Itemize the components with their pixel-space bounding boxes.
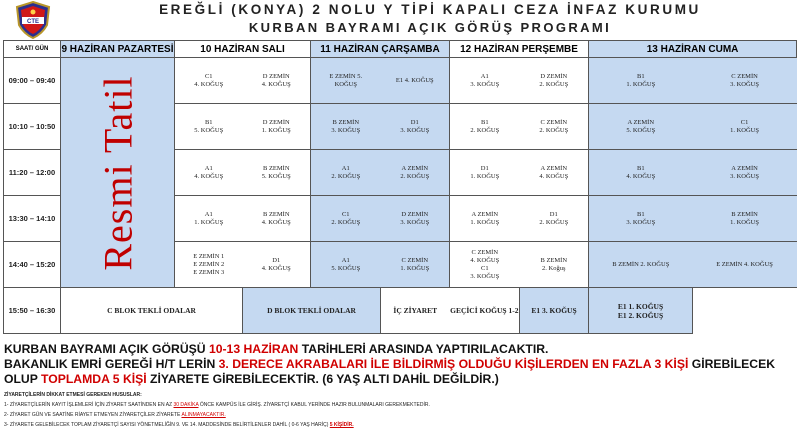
announcement-line [4,372,796,387]
corner-cell: SAAT/ GÜN [4,41,61,58]
cell-line: C1 [204,72,213,80]
cell-line: E1 2. KOĞUŞ [617,310,664,320]
header-row [4,41,797,58]
day-header: 11 HAZİRAN ÇARŞAMBA [311,41,450,58]
announcement-line [4,357,796,372]
holiday-label: Resmi Tatil [95,74,140,271]
cell-line: C1 [341,210,350,218]
cell-line: 4. KOĞUŞ [194,172,224,180]
schedule-cell [450,196,520,242]
note-text: ZİYARETE GİREBİLECEKTİR. (6 YAŞ ALTI DAHİL DEĞİLDİR.) [146,372,499,386]
schedule-cell [311,104,381,150]
schedule-cell [450,58,520,104]
cell-line: D ZEMİN [540,72,568,80]
cell-line: 1. KOĞUŞ [730,218,759,226]
cell-line: 2. KOĞUŞ [331,172,361,180]
cell-line: 5. KOĞUŞ [331,264,361,272]
schedule-cell [243,242,311,288]
cell-line: B1 [636,164,645,172]
cell-line: KOĞUŞ [334,80,357,88]
schedule-cell: D BLOK TEKLİ ODALAR [243,288,381,334]
cell-line: A1 [204,164,213,172]
cell-line: 4. KOĞUŞ [261,264,291,272]
schedule-cell [381,242,450,288]
schedule-cell [175,242,243,288]
cell-line: 3. KOĞUŞ [730,80,759,88]
rule-highlight: 30 DAKİKA [173,402,199,408]
note-text: KURBAN BAYRAMI AÇIK GÖRÜŞÜ [4,342,209,356]
cell-line: B1 [204,118,213,126]
note-text: TARİHLERİ ARASINDA YAPTIRILACAKTIR. [298,342,549,356]
cell-line: E ZEMİN 4. KOĞUŞ [716,260,773,268]
page-subtitle: KURBAN BAYRAMI AÇIK GÖRÜŞ PROGRAMI [248,20,612,35]
schedule-cell [520,242,589,288]
schedule-cell: GEÇİCİ KOĞUŞ 1-2 [450,288,520,334]
schedule-cell [381,104,450,150]
time-slot: 15:50 – 16:30 [4,288,61,334]
cell-line: A1 [204,210,213,218]
cell-line: 2. KOĞUŞ [539,218,569,226]
schedule-cell [450,150,520,196]
cell-line: D1 [410,118,419,126]
schedule-cell [589,58,693,104]
cell-line: A1 [480,72,489,80]
time-slot: 10:10 – 10:50 [4,104,61,150]
schedule-cell [450,242,520,288]
schedule-cell [520,58,589,104]
table-row [4,58,797,104]
cell-line: 3. KOĞUŞ [400,126,430,134]
schedule-cell [311,58,381,104]
cell-line: B ZEMİN [262,164,290,172]
cell-line: 1. KOĞUŞ [194,218,224,226]
cell-line: D ZEMİN [262,72,290,80]
cell-line: 3. KOĞUŞ [626,218,656,226]
schedule-cell [175,104,243,150]
day-header: 12 HAZİRAN PERŞEMBE [450,41,589,58]
rule-highlight: 5 KİŞİDİR. [329,422,354,428]
schedule-cell [381,58,450,104]
schedule-cell [175,150,243,196]
cell-line: B ZEMİN [731,210,758,218]
cell-line: 4. KOĞUŞ [261,80,291,88]
cell-line: 3. KOĞUŞ [331,126,361,134]
cell-line: A ZEMİN [471,210,499,218]
schedule-cell [311,150,381,196]
schedule-cell [693,104,797,150]
schedule-cell [589,288,693,334]
rule-text: 3- ZİYARETE GELEBİLECEK TOPLAM ZİYARETÇİ SAYISI YÖNETMELİĞİN 9. VE 14. MADDESİNDE BELİRTİLENLER DAHİL ( 0-6 YAŞ HARİÇ) [4,422,330,428]
cell-line: B1 [480,118,489,126]
schedule-cell [175,196,243,242]
cell-line: B ZEMİN [540,256,568,264]
cell-line: 2. KOĞUŞ [539,80,569,88]
schedule-cell [520,196,589,242]
cell-line: 2. Koğuş [542,264,566,272]
schedule-cell [311,196,381,242]
cell-line: 3. KOĞUŞ [730,172,759,180]
page-title: EREĞLİ (KONYA) 2 NOLU Y TİPİ KAPALI CEZA İNFAZ KURUMU [159,2,701,17]
schedule-cell [693,58,797,104]
cell-line: 4. KOĞUŞ [470,256,500,264]
cell-line: A ZEMİN [540,164,568,172]
time-slot: 09:00 – 09:40 [4,58,61,104]
schedule-cell: C BLOK TEKLİ ODALAR [61,288,243,334]
cell-line: B1 [636,72,645,80]
cell-line: B ZEMİN [262,210,290,218]
table-row [4,288,797,334]
cell-line: A1 [341,164,350,172]
institution-emblem-icon [14,1,52,39]
rules-heading-text: ZİYARETÇİLERİN DİKKAT ETMESİ GEREKEN HUSUSLAR: [4,392,142,398]
schedule-cell [381,196,450,242]
announcement [4,342,796,387]
cell-line: C1 [740,118,749,126]
day-header: 13 HAZİRAN CUMA [589,41,797,58]
note-highlight: TOPLAMDA 5 KİŞİ [41,372,147,386]
cell-line: 3. KOĞUŞ [470,272,500,280]
time-slot: 14:40 – 15:20 [4,242,61,288]
cell-line: 1. KOĞUŞ [470,218,500,226]
schedule-cell [520,150,589,196]
rule-1 [4,402,796,409]
cell-line: C1 [480,264,489,272]
schedule-cell: İÇ ZİYARET [381,288,450,334]
cell-line: 2. KOĞUŞ [331,218,361,226]
cell-line: C ZEMİN [540,118,568,126]
cell-line: E1 1. KOĞUŞ [617,301,664,311]
cell-line: 4. KOĞUŞ [261,218,291,226]
time-slot: 13:30 – 14:10 [4,196,61,242]
cell-line: E ZEMİN 3 [193,268,225,276]
cell-line: B ZEMİN 2. KOĞUŞ [612,260,670,268]
cell-line: A ZEMİN [401,164,429,172]
schedule-cell [589,196,693,242]
cell-line: 3. KOĞUŞ [470,80,500,88]
cell-line: 2. KOĞUŞ [400,172,430,180]
cell-line: A1 [341,256,350,264]
announcement-line [4,342,796,357]
cell-line: D1 [272,256,281,264]
note-text: BAKANLIK EMRİ GEREĞİ H/T LERİN [4,357,219,371]
visit-schedule-table [3,40,797,334]
time-slot: 11:20 – 12:00 [4,150,61,196]
schedule-cell [243,196,311,242]
schedule-cell [693,242,797,288]
cell-line: C ZEMİN [401,256,429,264]
cell-line: A ZEMİN [627,118,655,126]
day-header: 10 HAZİRAN SALI [175,41,311,58]
cell-line: 1. KOĞUŞ [470,172,500,180]
cell-line: 1. KOĞUŞ [730,126,759,134]
schedule-cell [589,242,693,288]
schedule-cell [589,150,693,196]
note-text: GİREBİLECEK [688,357,776,371]
rule-highlight: ALINMAYACAKTIR. [181,412,226,418]
note-highlight: 3. DERECE AKRABALARI İLE BİLDİRMİŞ OLDUĞU KİŞİLERDEN EN FAZLA 3 KİŞİ [218,357,689,371]
cell-line: C ZEMİN [731,72,758,80]
cell-line: 4. KOĞUŞ [539,172,569,180]
rules-heading [4,392,796,399]
cell-line: E ZEMİN 1 [193,252,225,260]
note-highlight: 10-13 HAZİRAN [208,342,299,356]
rule-2 [4,412,796,419]
cell-line: 4. KOĞUŞ [626,172,656,180]
rule-text: 1- ZİYARETÇİLERİN KAYIT İŞLEMLERİ İÇİN ZİYARET SAATİNDEN EN AZ [4,402,174,408]
cell-line: B ZEMİN [332,118,360,126]
rule-3 [4,422,796,429]
schedule-cell [243,104,311,150]
cell-line: E ZEMİN 5. [329,72,363,80]
rule-text: ÖNCE KAMPÜS İLE GİRİŞ. ZİYARETÇİ KABUL YERİNDE HAZIR BULUNMALARI GEREKMEKTEDİR. [198,402,430,408]
cell-line: 5. KOĞUŞ [626,126,656,134]
logo-text: CTE [27,19,39,25]
schedule-cell [243,150,311,196]
rule-text: 2- ZİYARET GÜN VE SAATİNE RİAYET ETMEYEN ZİYARETÇİLER ZİYARETE [4,412,182,418]
cell-line: E1 4. KOĞUŞ [395,76,434,84]
cell-line: D ZEMİN [262,118,290,126]
schedule-cell [693,196,797,242]
cell-line: D ZEMİN [401,210,429,218]
holiday-cell [61,58,175,288]
cell-line: A ZEMİN [731,164,758,172]
schedule-cell [520,104,589,150]
cell-line: E ZEMİN 2 [193,260,225,268]
note-text: OLUP [4,372,42,386]
cell-line: D1 [480,164,489,172]
schedule-cell [450,104,520,150]
header [0,0,800,40]
cell-line: 2. KOĞUŞ [470,126,500,134]
cell-line: C ZEMİN [471,248,499,256]
cell-line: 1. KOĞUŞ [626,80,656,88]
schedule-cell: E1 3. KOĞUŞ [520,288,589,334]
schedule-cell [589,104,693,150]
cell-line: B1 [636,210,645,218]
schedule-cell [175,58,243,104]
cell-line: 2. KOĞUŞ [539,126,569,134]
cell-line: 1. KOĞUŞ [261,126,291,134]
schedule-cell [311,242,381,288]
schedule-cell [243,58,311,104]
day-header: 9 HAZİRAN PAZARTESİ [61,41,175,58]
schedule-cell [693,150,797,196]
cell-line: 5. KOĞUŞ [194,126,224,134]
cell-line: 1. KOĞUŞ [400,264,430,272]
cell-line: 3. KOĞUŞ [400,218,430,226]
cell-line: 4. KOĞUŞ [194,80,224,88]
schedule-cell [381,150,450,196]
cell-line: D1 [549,210,558,218]
cell-line: 5. KOĞUŞ [261,172,291,180]
